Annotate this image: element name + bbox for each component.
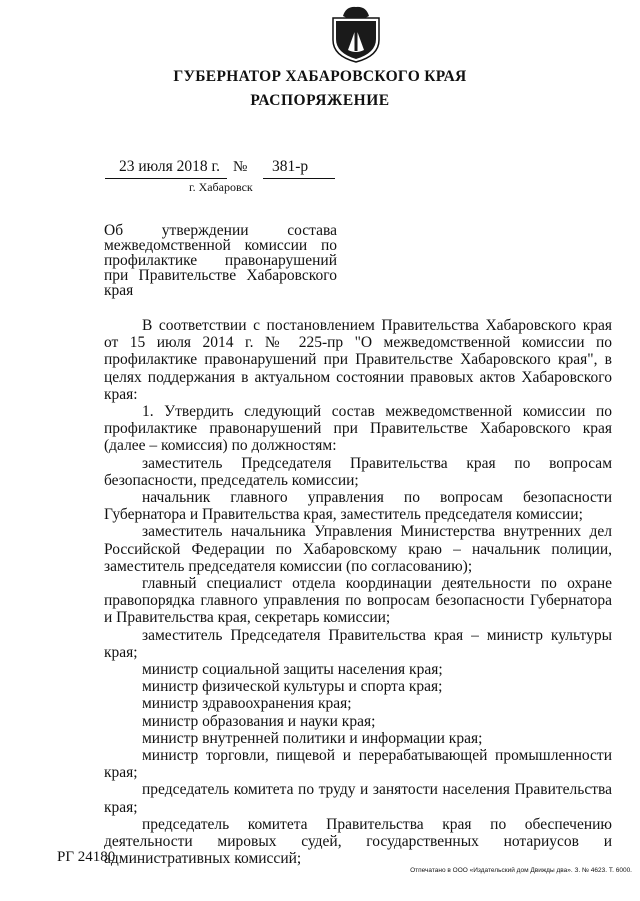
body-paragraph: председатель комитета по труду и занятости населения Правительства края;	[104, 781, 612, 816]
body-paragraph: заместитель Председателя Правительства края по вопросам безопасности, председатель комиссии;	[104, 454, 612, 489]
body-paragraph: В соответствии с постановлением Правительства Хабаровского края от 15 июля 2014 г. № 225-пр "О межведомственной комиссии по профилактике правонарушений при Правительстве Хабаровского края", в целях поддержания в актуальном состоянии правовых актов Хабаровского края:	[104, 317, 612, 403]
body-paragraph: министр торговли, пищевой и перерабатывающей промышленности края;	[104, 747, 612, 782]
body-paragraph: министр социальной защиты населения края;	[142, 661, 443, 679]
body-paragraph: министр физической культуры и спорта края;	[142, 678, 443, 696]
body-paragraph: заместитель Председателя Правительства края – министр культуры края;	[104, 626, 612, 661]
body-paragraph: главный специалист отдела координации деятельности по охране правопорядка главного управления по вопросам безопасности Губернатора и Правительства края, секретарь комиссии;	[104, 575, 612, 627]
body-paragraph: 1. Утвердить следующий состав межведомственной комиссии по профилактике правонарушений при Правительстве Хабаровского края (далее – комиссия) по должностям:	[104, 403, 612, 455]
organization-title: ГУБЕРНАТОР ХАБАРОВСКОГО КРАЯ	[173, 68, 467, 85]
number-sign: №	[233, 159, 248, 175]
document-body	[104, 317, 612, 868]
body-paragraph: министр здравоохранения края;	[142, 695, 352, 713]
registration-code: РГ 24180	[57, 849, 116, 865]
document-number: 381-р	[272, 158, 309, 175]
coat-of-arms-emblem	[329, 4, 383, 64]
number-underline	[263, 178, 335, 179]
body-paragraph: начальник главного управления по вопросам безопасности Губернатора и Правительства края, заместитель председателя комиссии;	[104, 489, 612, 524]
printing-note: Отпечатано в ООО «Издательский дом Движды два». З. № 4623. Т. 6000.	[410, 867, 632, 874]
document-date: 23 июля 2018 г.	[119, 158, 220, 175]
coat-of-arms-icon	[329, 4, 383, 64]
date-number-line	[105, 158, 335, 180]
document-city: г. Хабаровск	[189, 180, 253, 194]
document-subject: Об утверждении состава межведомственной комиссии по профилактике правонарушений при Правительстве Хабаровского края	[104, 222, 337, 299]
date-underline	[105, 178, 227, 179]
body-paragraph: министр образования и науки края;	[142, 712, 376, 730]
body-paragraph: заместитель начальника Управления Министерства внутренних дел Российской Федерации по Хабаровскому краю – начальник полиции, заместитель председателя комиссии (по согласованию);	[104, 523, 612, 575]
document-type: РАСПОРЯЖЕНИЕ	[250, 92, 390, 109]
body-paragraph: министр внутренней политики и информации края;	[142, 729, 483, 747]
body-paragraph: председатель комитета Правительства края по обеспечению деятельности мировых судей, государственных нотариусов и административных комиссий;	[104, 815, 612, 868]
